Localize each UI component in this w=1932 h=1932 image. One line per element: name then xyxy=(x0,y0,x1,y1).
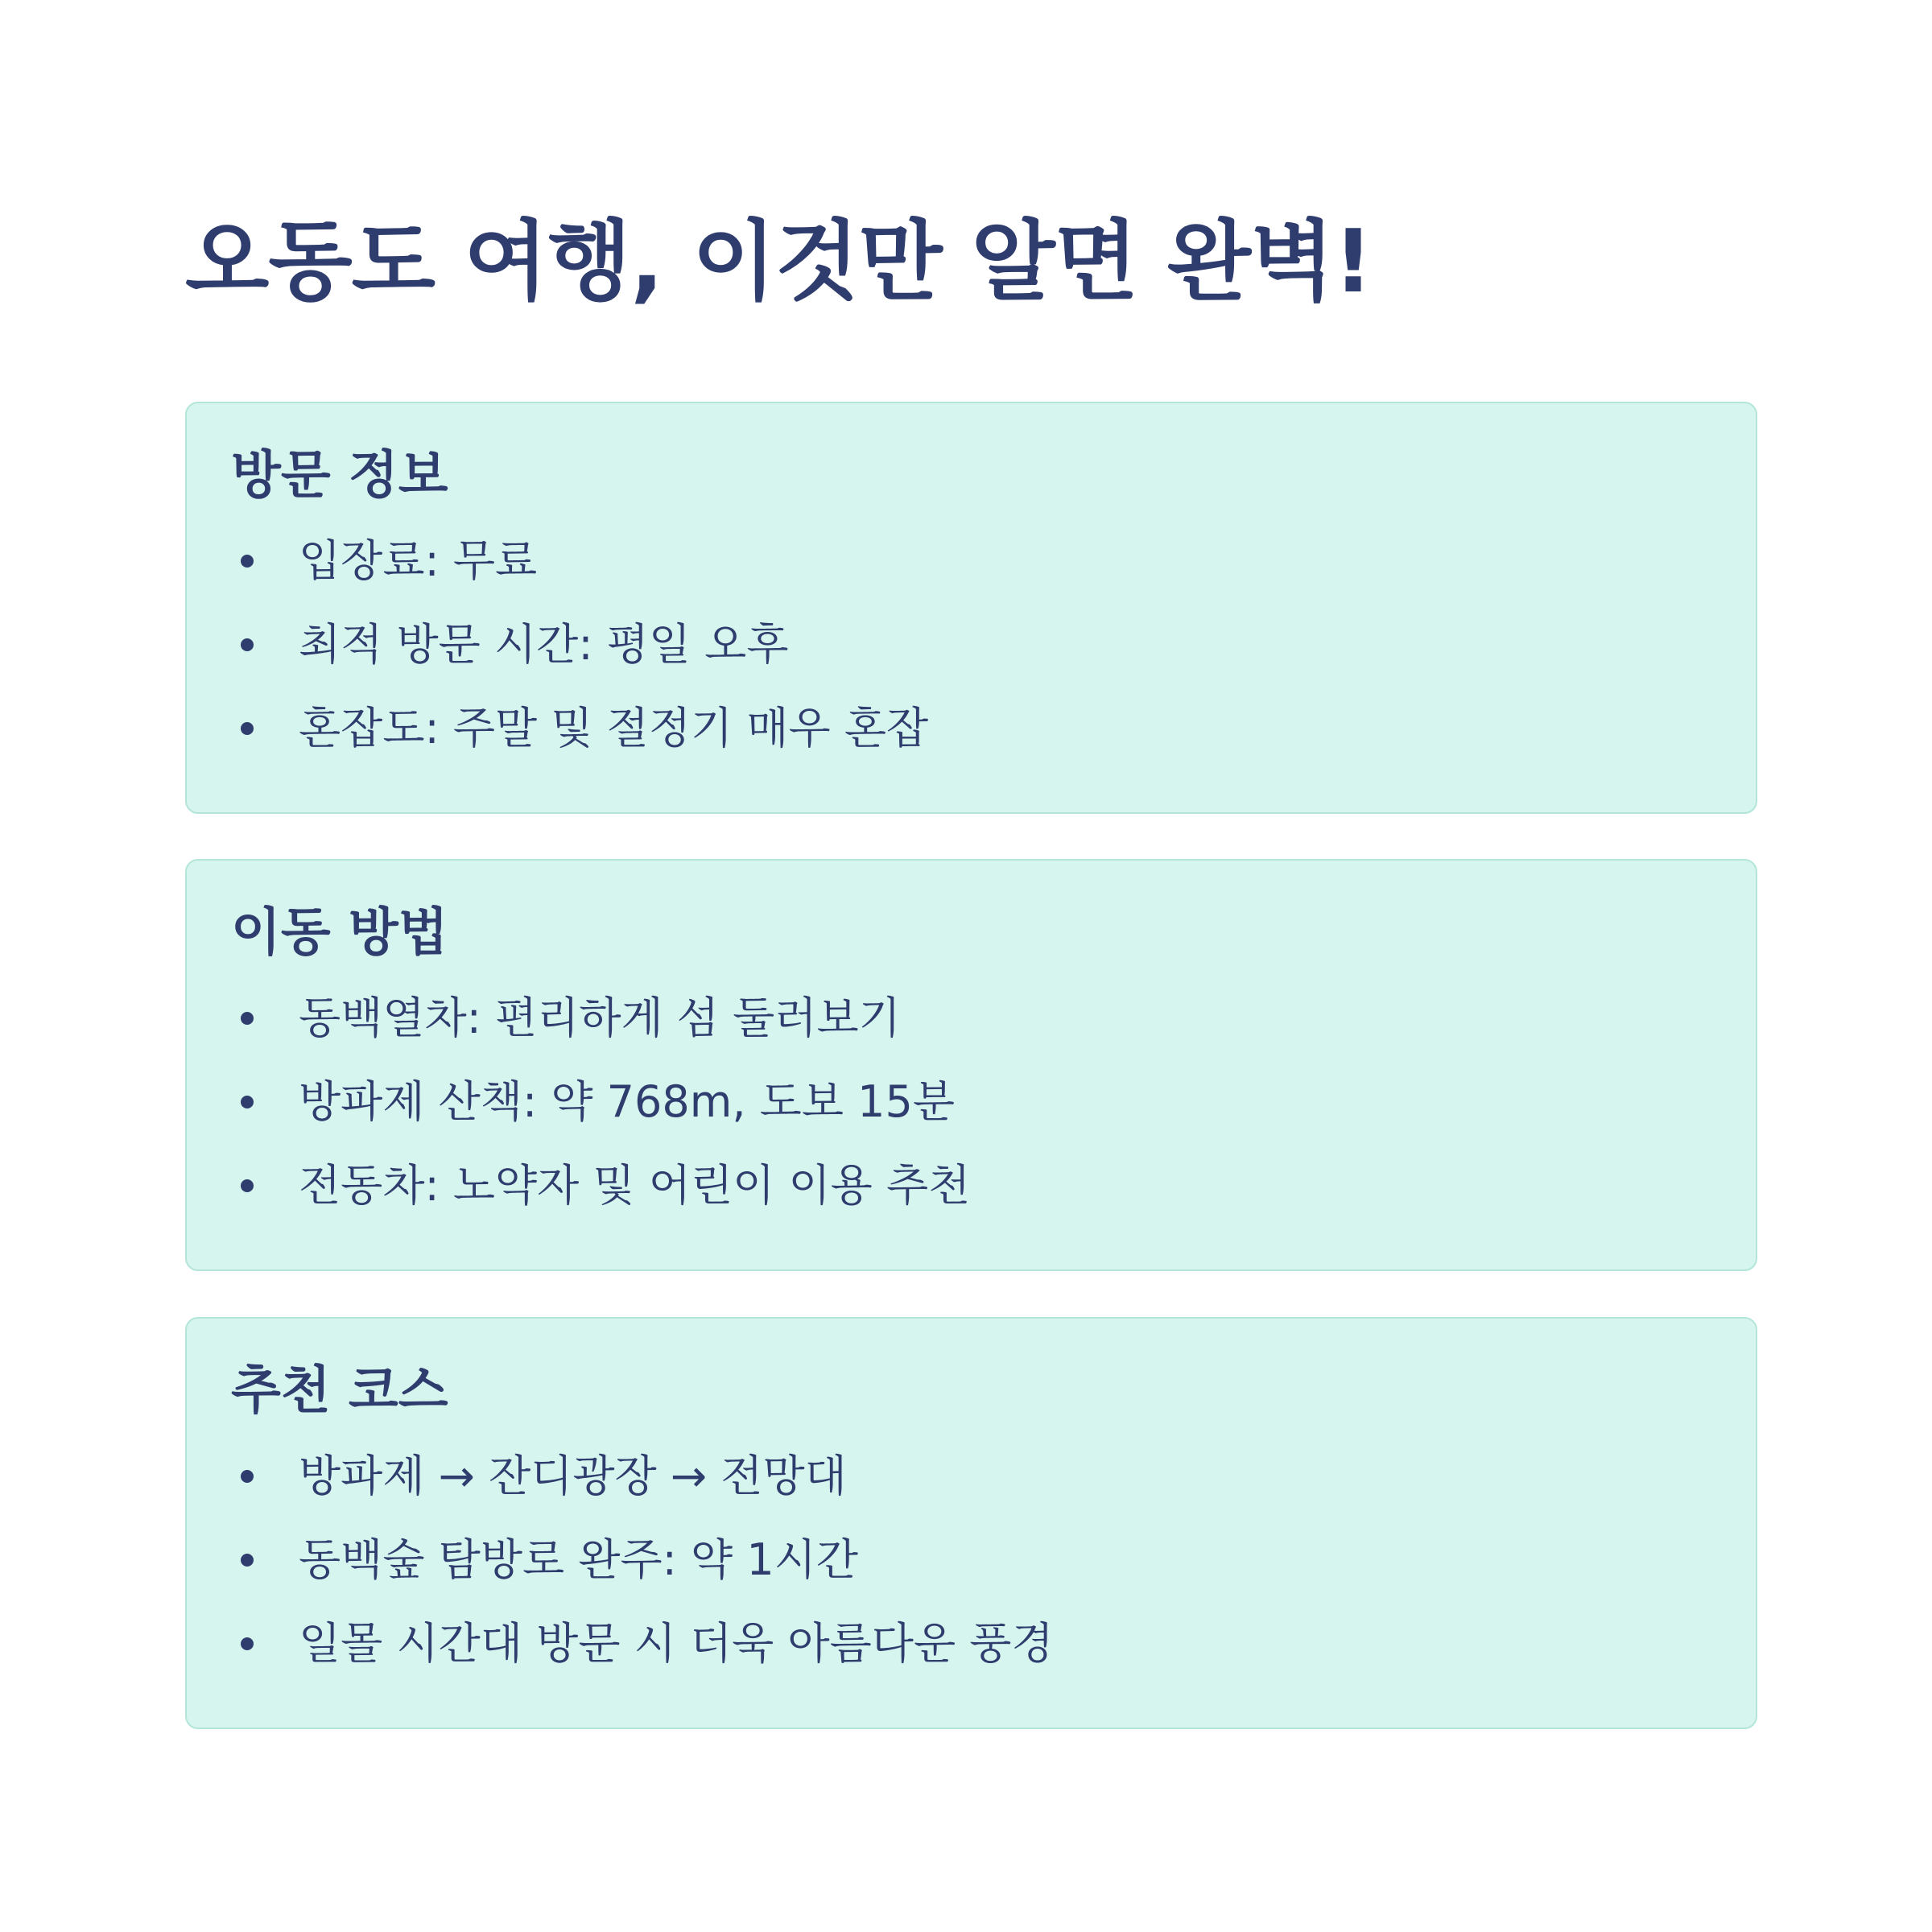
page-title: 오동도 여행, 이것만 알면 완벽! xyxy=(185,212,1373,312)
bullet-icon xyxy=(241,1470,254,1483)
list-item-text: 최적 방문 시간: 평일 오후 xyxy=(299,619,789,670)
list-item xyxy=(231,1447,1054,1531)
bullet-icon xyxy=(241,1012,254,1025)
bullet-icon xyxy=(241,1637,254,1650)
bullet-list xyxy=(231,532,928,783)
list-item-text: 일몰 시간대 방문 시 더욱 아름다운 풍경 xyxy=(299,1618,1054,1669)
bullet-icon xyxy=(241,722,254,735)
list-item-text: 방파제 → 잔디광장 → 전망대 xyxy=(299,1451,847,1501)
card-transportation xyxy=(185,859,1757,1271)
list-item-text: 입장료: 무료 xyxy=(299,535,538,586)
card-visit-info xyxy=(185,402,1757,814)
list-item-text: 방파제 산책: 약 768m, 도보 15분 xyxy=(299,1076,956,1127)
bullet-icon xyxy=(241,638,254,651)
list-item xyxy=(231,1531,1054,1615)
list-item xyxy=(231,989,970,1073)
card-heading: 방문 정보 xyxy=(231,446,448,506)
list-item xyxy=(231,700,928,783)
card-recommended-course xyxy=(185,1317,1757,1729)
bullet-icon xyxy=(241,1179,254,1192)
list-item-text: 동백숲 탐방로 완주: 약 1시간 xyxy=(299,1534,859,1585)
list-item-text: 혼잡도: 주말 및 절정기 매우 혼잡 xyxy=(299,703,929,753)
bullet-list xyxy=(231,989,970,1241)
bullet-icon xyxy=(241,1096,254,1108)
list-item xyxy=(231,616,928,700)
list-item xyxy=(231,1615,1054,1699)
list-item-text: 동백열차: 편리하게 섬 둘러보기 xyxy=(299,993,901,1043)
bullet-list xyxy=(231,1447,1054,1699)
list-item xyxy=(231,1157,970,1241)
list-item xyxy=(231,532,928,616)
list-item-text: 전동차: 노약자 및 어린이 이용 추천 xyxy=(299,1160,971,1211)
card-heading: 이동 방법 xyxy=(231,903,448,963)
card-heading: 추천 코스 xyxy=(231,1361,448,1421)
list-item xyxy=(231,1073,970,1157)
bullet-icon xyxy=(241,555,254,568)
bullet-icon xyxy=(241,1554,254,1567)
